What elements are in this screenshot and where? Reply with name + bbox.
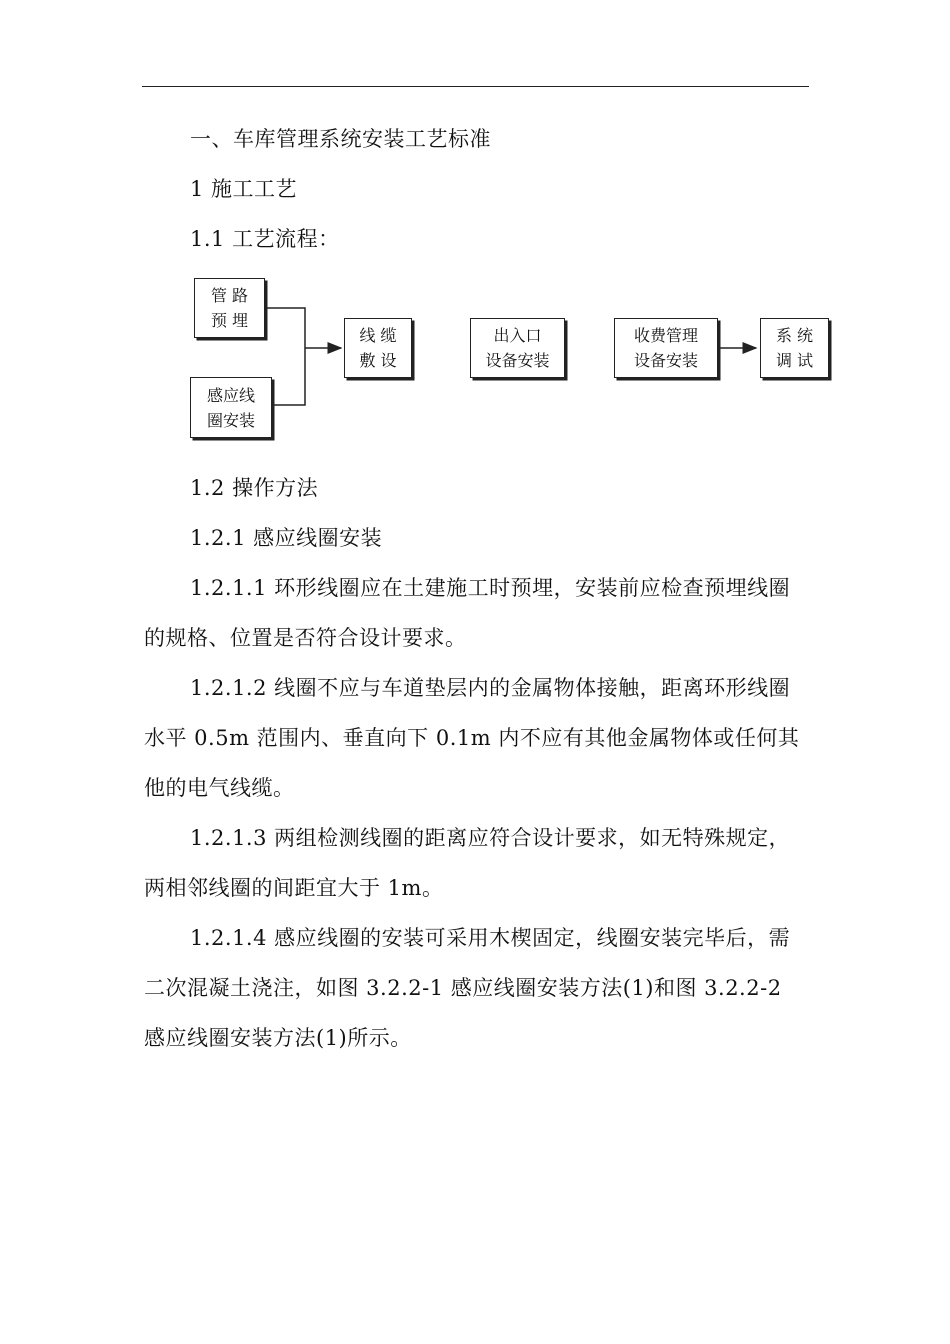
section-1-title: 1 施工工艺 [190, 177, 298, 201]
flow-box-cable-laying: 线 缆 敷 设 [344, 318, 412, 378]
section-1-2-1-title: 1.2.1 感应线圈安装 [190, 526, 383, 550]
paragraph-1-2-1-4-line2: 二次混凝土浇注，如图 3.2.2-1 感应线圈安装方法(1)和图 3.2.2-2 [144, 976, 782, 1000]
flow-box-pipe-embed: 管 路 预 埋 [194, 278, 265, 338]
flow-box-loop-install: 感应线 圈安装 [190, 377, 272, 438]
flowchart-connectors [0, 0, 950, 460]
paragraph-1-2-1-3-line1: 1.2.1.3 两组检测线圈的距离应符合设计要求，如无特殊规定， [190, 826, 791, 850]
paragraph-1-2-1-3-line2: 两相邻线圈的间距宜大于 1m。 [144, 876, 444, 900]
paragraph-1-2-1-2-line3: 他的电气线缆。 [144, 776, 295, 800]
flow-box-fee-equipment: 收费管理 设备安装 [614, 318, 718, 378]
section-1-1-title: 1.1 工艺流程： [190, 227, 340, 251]
paragraph-1-2-1-1-line2: 的规格、位置是否符合设计要求。 [144, 626, 467, 650]
paragraph-1-2-1-1-line1: 1.2.1.1 环形线圈应在土建施工时预埋，安装前应检查预埋线圈 [190, 576, 791, 600]
flow-box-gate-equipment: 出入口 设备安装 [470, 318, 565, 378]
paragraph-1-2-1-2-line1: 1.2.1.2 线圈不应与车道垫层内的金属物体接触，距离环形线圈 [190, 676, 791, 700]
paragraph-1-2-1-4-line3: 感应线圈安装方法(1)所示。 [144, 1026, 412, 1050]
doc-heading: 一、车库管理系统安装工艺标准 [190, 127, 491, 151]
paragraph-1-2-1-2-line2: 水平 0.5m 范围内、垂直向下 0.1m 内不应有其他金属物体或任何其 [144, 726, 800, 750]
paragraph-1-2-1-4-line1: 1.2.1.4 感应线圈的安装可采用木楔固定，线圈安装完毕后，需 [190, 926, 791, 950]
section-1-2-title: 1.2 操作方法 [190, 476, 319, 500]
flow-box-system-debug: 系 统 调 试 [760, 318, 829, 378]
